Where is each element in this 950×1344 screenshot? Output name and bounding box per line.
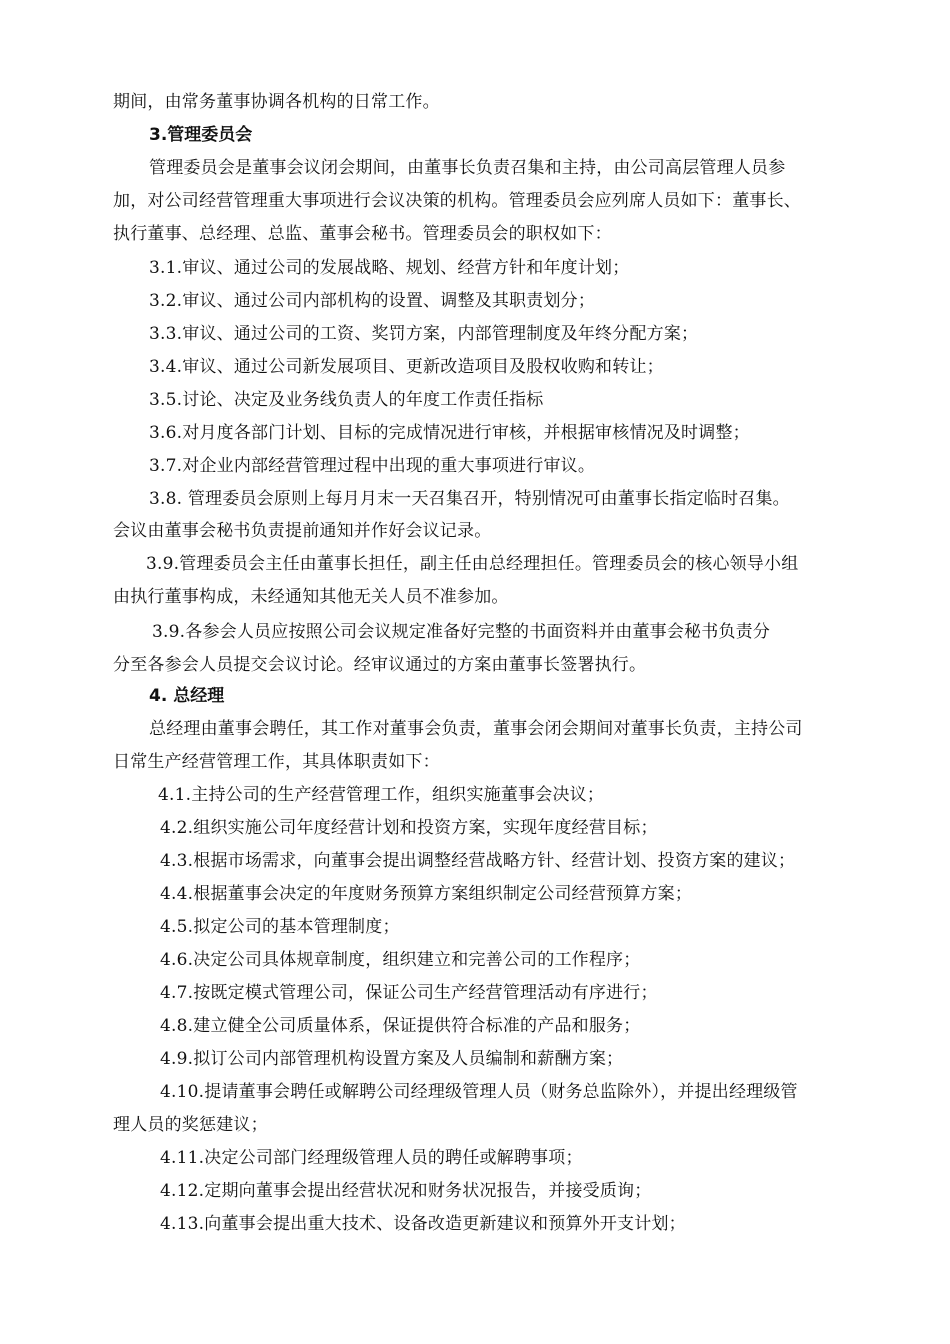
section-3-item-3-9b-line: 分至各参会人员提交会议讨论。经审议通过的方案由董事长签署执行。 — [113, 655, 647, 675]
section-4-item: 4.6.决定公司具体规章制度，组织建立和完善公司的工作程序； — [160, 950, 641, 970]
section-4-item: 4.2.组织实施公司年度经营计划和投资方案，实现年度经营目标； — [160, 818, 658, 838]
section-3-paragraph-line: 执行董事、总经理、总监、董事会秘书。管理委员会的职权如下： — [113, 224, 612, 244]
section-3-item: 3.2.审议、通过公司内部机构的设置、调整及其职责划分； — [149, 291, 596, 311]
section-3-item-3-9-line: 由执行董事构成，未经通知其他无关人员不准参加。 — [113, 587, 509, 607]
section-4-heading: 4. 总经理 — [149, 686, 225, 706]
section-3-item: 3.7.对企业内部经营管理过程中出现的重大事项进行审议。 — [149, 456, 596, 476]
section-4-item: 4.12.定期向董事会提出经营状况和财务状况报告，并接受质询； — [160, 1181, 652, 1201]
section-4-item: 4.11.决定公司部门经理级管理人员的聘任或解聘事项； — [160, 1148, 583, 1168]
intro-tail-line: 期间，由常务董事协调各机构的日常工作。 — [113, 92, 440, 112]
section-3-item: 3.6.对月度各部门计划、目标的完成情况进行审核，并根据审核情况及时调整； — [149, 423, 750, 443]
section-3-heading: 3.管理委员会 — [149, 125, 253, 145]
section-3-item: 3.3.审议、通过公司的工资、奖罚方案，内部管理制度及年终分配方案； — [149, 324, 699, 344]
section-3-item: 3.5.讨论、决定及业务线负责人的年度工作责任指标 — [149, 390, 544, 410]
section-4-item: 4.8.建立健全公司质量体系，保证提供符合标准的产品和服务； — [160, 1016, 641, 1036]
section-4-item: 4.4.根据董事会决定的年度财务预算方案组织制定公司经营预算方案； — [160, 884, 693, 904]
section-3-paragraph-line: 管理委员会是董事会议闭会期间，由董事长负责召集和主持，由公司高层管理人员参 — [149, 158, 786, 178]
section-4-item-4-10-line: 理人员的奖惩建议； — [113, 1115, 268, 1135]
section-3-item: 3.4.审议、通过公司新发展项目、更新改造项目及股权收购和转让； — [149, 357, 664, 377]
section-3-item: 3.1.审议、通过公司的发展战略、规划、经营方针和年度计划； — [149, 258, 630, 278]
section-3-paragraph-line: 加，对公司经营管理重大事项进行会议决策的机构。管理委员会应列席人员如下：董事长、 — [113, 191, 801, 211]
section-3-item-3-9-line: 3.9.管理委员会主任由董事长担任，副主任由总经理担任。管理委员会的核心领导小组 — [146, 554, 799, 574]
section-3-item-3-8-line: 3.8. 管理委员会原则上每月月末一天召集召开，特别情况可由董事长指定临时召集。 — [149, 489, 790, 509]
section-4-item: 4.5.拟定公司的基本管理制度； — [160, 917, 400, 937]
section-3-item-3-9b-line: 3.9.各参会人员应按照公司会议规定准备好完整的书面资料并由董事会秘书负责分 — [152, 622, 771, 642]
section-3-item-3-8-line: 会议由董事会秘书负责提前通知并作好会议记录。 — [113, 521, 492, 541]
section-4-item: 4.13.向董事会提出重大技术、设备改造更新建议和预算外开支计划； — [160, 1214, 686, 1234]
section-4-item: 4.7.按既定模式管理公司，保证公司生产经营管理活动有序进行； — [160, 983, 658, 1003]
section-4-item: 4.9.拟订公司内部管理机构设置方案及人员编制和薪酬方案； — [160, 1049, 624, 1069]
section-4-paragraph-line: 总经理由董事会聘任，其工作对董事会负责，董事会闭会期间对董事长负责，主持公司 — [149, 719, 803, 739]
section-4-item: 4.1.主持公司的生产经营管理工作，组织实施董事会决议； — [158, 785, 605, 805]
section-4-paragraph-line: 日常生产经营管理工作，其具体职责如下： — [113, 752, 440, 772]
section-4-item: 4.3.根据市场需求，向董事会提出调整经营战略方针、经营计划、投资方案的建议； — [160, 851, 796, 871]
section-4-item-4-10-line: 4.10.提请董事会聘任或解聘公司经理级管理人员（财务总监除外），并提出经理级管 — [160, 1082, 798, 1102]
